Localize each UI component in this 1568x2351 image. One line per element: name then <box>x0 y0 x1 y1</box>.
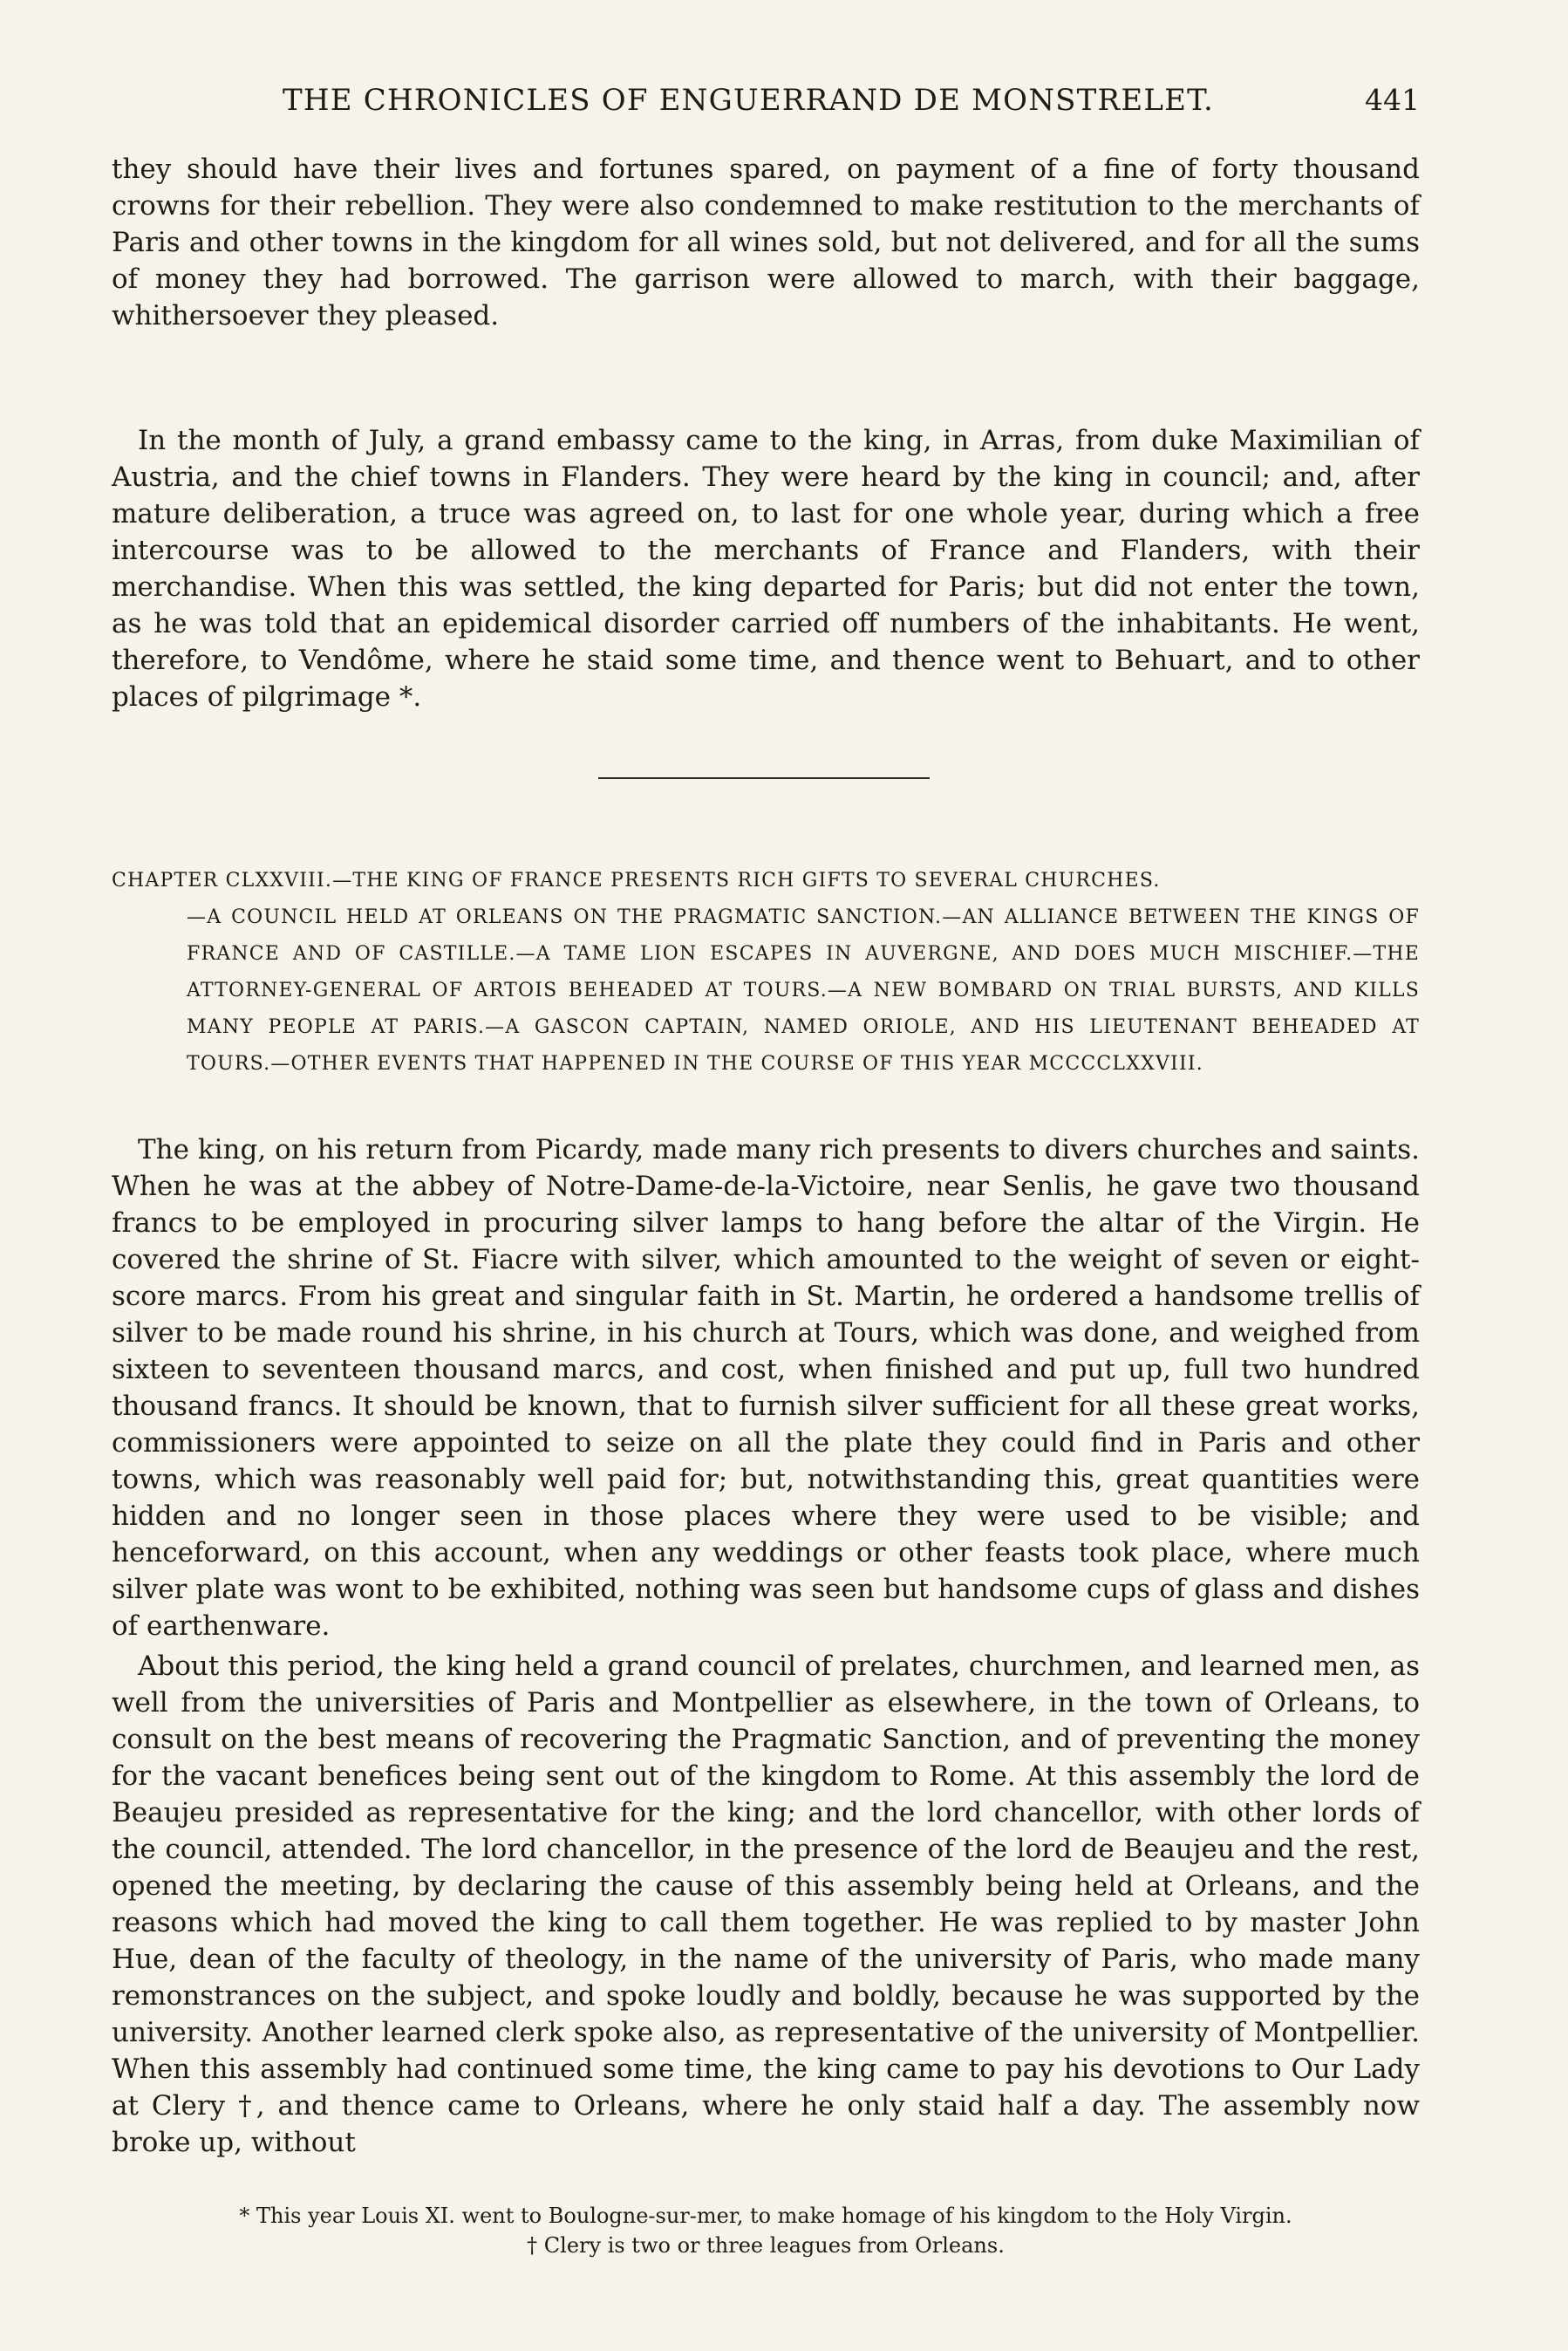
paragraph-forty-thousand-crowns: they should have their lives and fortunes spared, on payment of a fine of forty thousand crowns for their rebellion. They were also condemned to make restitution to the merchants of Paris and other towns in the kingdom for all wines sold, but not delivered, and for all the sums of money they had borrowed. The garrison were allowed to march, with their baggage, whithersoever they pleased. <box>112 154 1420 331</box>
page-title: THE CHRONICLES OF ENGUERRAND DE MONSTRELET. <box>283 83 1215 118</box>
chapter-heading <box>112 863 1420 1083</box>
footnote-louis-xi: * This year Louis XI. went to Boulogne-sur-mer, to make homage of his kingdom to the Holy Virgin. <box>239 2204 1292 2228</box>
paragraph-grand-embassy: In the month of July, a grand embassy came to the king, in Arras, from duke Maximilian of Austria, and the chief towns in Flanders. They were heard by the king in council; and, after mature deliberation, a truce was agreed on, to last for one whole year, during which a free intercourse was to be allowed to the merchants of France and Flanders, with their merchandise. When this was settled, the king departed for Paris; but did not enter the town, as he was told that an epidemical disorder carried off numbers of the inhabitants. He went, therefore, to Vendôme, where he staid some time, and thence went to Behuart, and to other places of pilgrimage *. <box>112 425 1420 713</box>
book-page <box>112 83 1420 2299</box>
page-number: 441 <box>1365 83 1420 117</box>
section-divider <box>598 777 930 779</box>
paragraph-rich-presents: The king, on his return from Picardy, made many rich presents to divers churches and saints. When he was at the abbey of Notre-Dame-de-la-Victoire, near Senlis, he gave two thousand francs to be employed in procuring silver lamps to hang before the altar of the Virgin. He covered the shrine of St. Fiacre with silver, which amounted to the weight of seven or eight-score marcs. From his great and singular faith in St. Martin, he ordered a handsome trellis of silver to be made round his shrine, in his church at Tours, which was done, and weighed from sixteen to seventeen thousand marcs, and cost, when finished and put up, full two hundred thousand francs. It should be known, that to furnish silver sufficient for all these great works, commissioners were appointed to seize on all the plate they could find in Paris and other towns, which was reasonably well paid for; but, notwithstanding this, great quantities were hidden and no longer seen in those places where they were used to be visible; and henceforward, on this account, when any weddings or other feasts took place, where much silver plate was wont to be exhibited, nothing was seen but handsome cups of glass and dishes of earthenware. <box>112 1134 1420 1642</box>
footnotes <box>112 2201 1420 2260</box>
paragraph-grand-council: About this period, the king held a grand council of prelates, churchmen, and learned men, as well from the universities of Paris and Montpellier as elsewhere, in the town of Orleans, to consult on the best means of recovering the Pragmatic Sanction, and of preventing the money for the vacant benefices being sent out of the kingdom to Rome. At this assembly the lord de Beaujeu presided as representative for the king; and the lord chancellor, with other lords of the council, attended. The lord chancellor, in the presence of the lord de Beaujeu and the rest, opened the meeting, by declaring the cause of this assembly being held at Orleans, and the reasons which had moved the king to call them together. He was replied to by master John Hue, dean of the faculty of theology, in the name of the university of Paris, who made many remonstrances on the subject, and spoke loudly and boldly, because he was supported by the university. Another learned clerk spoke also, as representative of the university of Montpellier. When this assembly had continued some time, the king came to pay his devotions to Our Lady at Clery †, and thence came to Orleans, where he only staid half a day. The assembly now broke up, without <box>112 1650 1420 2158</box>
chapter-summary: —A COUNCIL HELD AT ORLEANS ON THE PRAGMATIC SANCTION.—AN ALLIANCE BETWEEN THE KINGS OF FRANCE AND OF CASTILLE.—A TAME LION ESCAPES IN AUVERGNE, AND DOES MUCH MISCHIEF.—THE ATTORNEY-GENERAL OF ARTOIS BEHEADED AT TOURS.—A NEW BOMBARD ON TRIAL BURSTS, AND KILLS MANY PEOPLE AT PARIS.—A GASCON CAPTAIN, NAMED ORIOLE, AND HIS LIEUTENANT BEHEADED AT TOURS.—OTHER EVENTS THAT HAPPENED IN THE COURSE OF THIS YEAR MCCCCLXXVIII. <box>187 906 1420 1075</box>
footnote-clery: † Clery is two or three leagues from Orleans. <box>527 2233 1005 2258</box>
chapter-title: CHAPTER CLXXVIII.—THE KING OF FRANCE PRESENTS RICH GIFTS TO SEVERAL CHURCHES. <box>112 870 1161 892</box>
running-header <box>112 83 1420 123</box>
